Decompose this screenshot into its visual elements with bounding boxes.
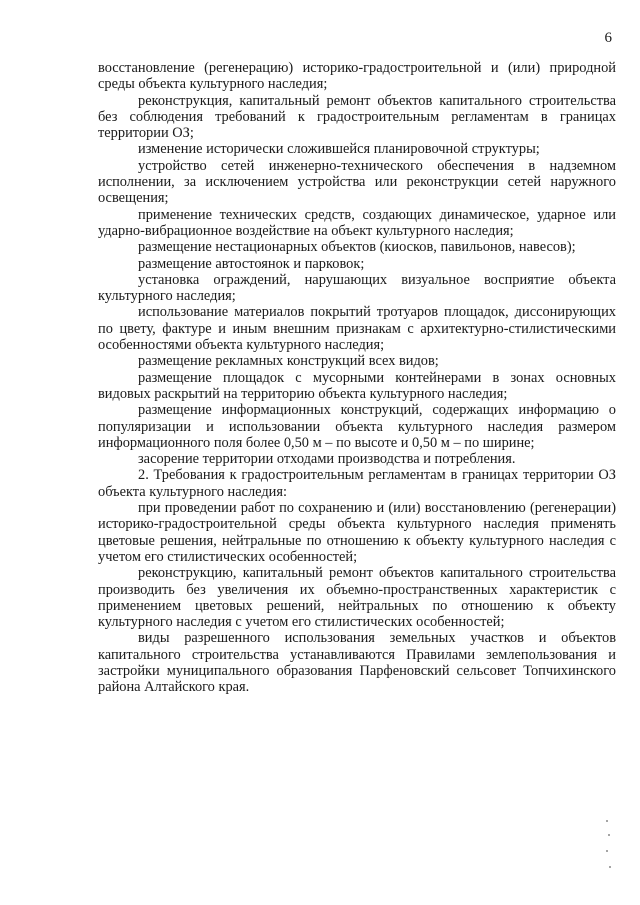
paragraph: установка ограждений, нарушающих визуальное восприятие объекта культурного наследия;: [98, 271, 616, 305]
paragraph: устройство сетей инженерно-технического обеспечения в надземном исполнении, за исключением устройства или реконструкции сетей наружного освещения;: [98, 157, 616, 207]
paragraph: размещение нестационарных объектов (киосков, павильонов, навесов);: [138, 239, 576, 256]
paragraph: реконструкцию, капитальный ремонт объектов капитального строительства производить без увеличения их объемно-пространственных характеристик с применением цветовых решений, нейтральных по отношению к объекту культурного наследия с учетом его стилистических особенностей;: [98, 565, 616, 631]
paragraph: использование материалов покрытий тротуаров площадок, диссонирующих по цвету, фактуре и иным внешним признакам с архитектурно-стилистическими особенностями объекта культурного наследия;: [98, 304, 616, 354]
paragraph: размещение рекламных конструкций всех видов;: [138, 353, 439, 370]
paragraph: засорение территории отходами производства и потребления.: [138, 451, 516, 468]
paragraph: восстановление (регенерацию) историко-градостроительной и (или) природной среды объекта культурного наследия;: [98, 60, 616, 93]
paragraph: применение технических средств, создающих динамическое, ударное или ударно-вибрационное воздействие на объект культурного наследия;: [98, 206, 616, 239]
paragraph: реконструкция, капитальный ремонт объектов капитального строительства без соблюдения требований к градостроительным регламентам в границах территории ОЗ;: [98, 92, 616, 142]
paragraph: при проведении работ по сохранению и (или) восстановлению (регенерации) историко-градостроительной среды объекта культурного наследия применять цветовые решения, нейтральные по отношению к объекту культурного наследия с учетом его стилистических особенностей;: [98, 500, 616, 565]
scan-edge-marks: [604, 820, 612, 880]
section-heading-paragraph: 2. Требования к градостроительным регламентам в границах территории ОЗ объекта культурного наследия:: [98, 467, 616, 500]
document-body: [98, 60, 616, 696]
paragraph: виды разрешенного использования земельных участков и объектов капитального строительства устанавливаются Правилами землепользования и застройки муниципального образования Парфеновский сельсовет Топчихинского района Алтайского края.: [98, 630, 616, 696]
paragraph: размещение площадок с мусорными контейнерами в зонах основных видовых раскрытий на территорию объекта культурного наследия;: [98, 369, 616, 402]
paragraph: изменение исторически сложившейся планировочной структуры;: [138, 141, 540, 158]
paragraph: размещение автостоянок и парковок;: [138, 255, 365, 272]
page-number: 6: [604, 30, 612, 46]
paragraph: размещение информационных конструкций, содержащих информацию о популяризации и использовании объекта культурного наследия размером информационного поля более 0,50 м – по высоте и 0,50 м – по ширине;: [98, 402, 616, 451]
